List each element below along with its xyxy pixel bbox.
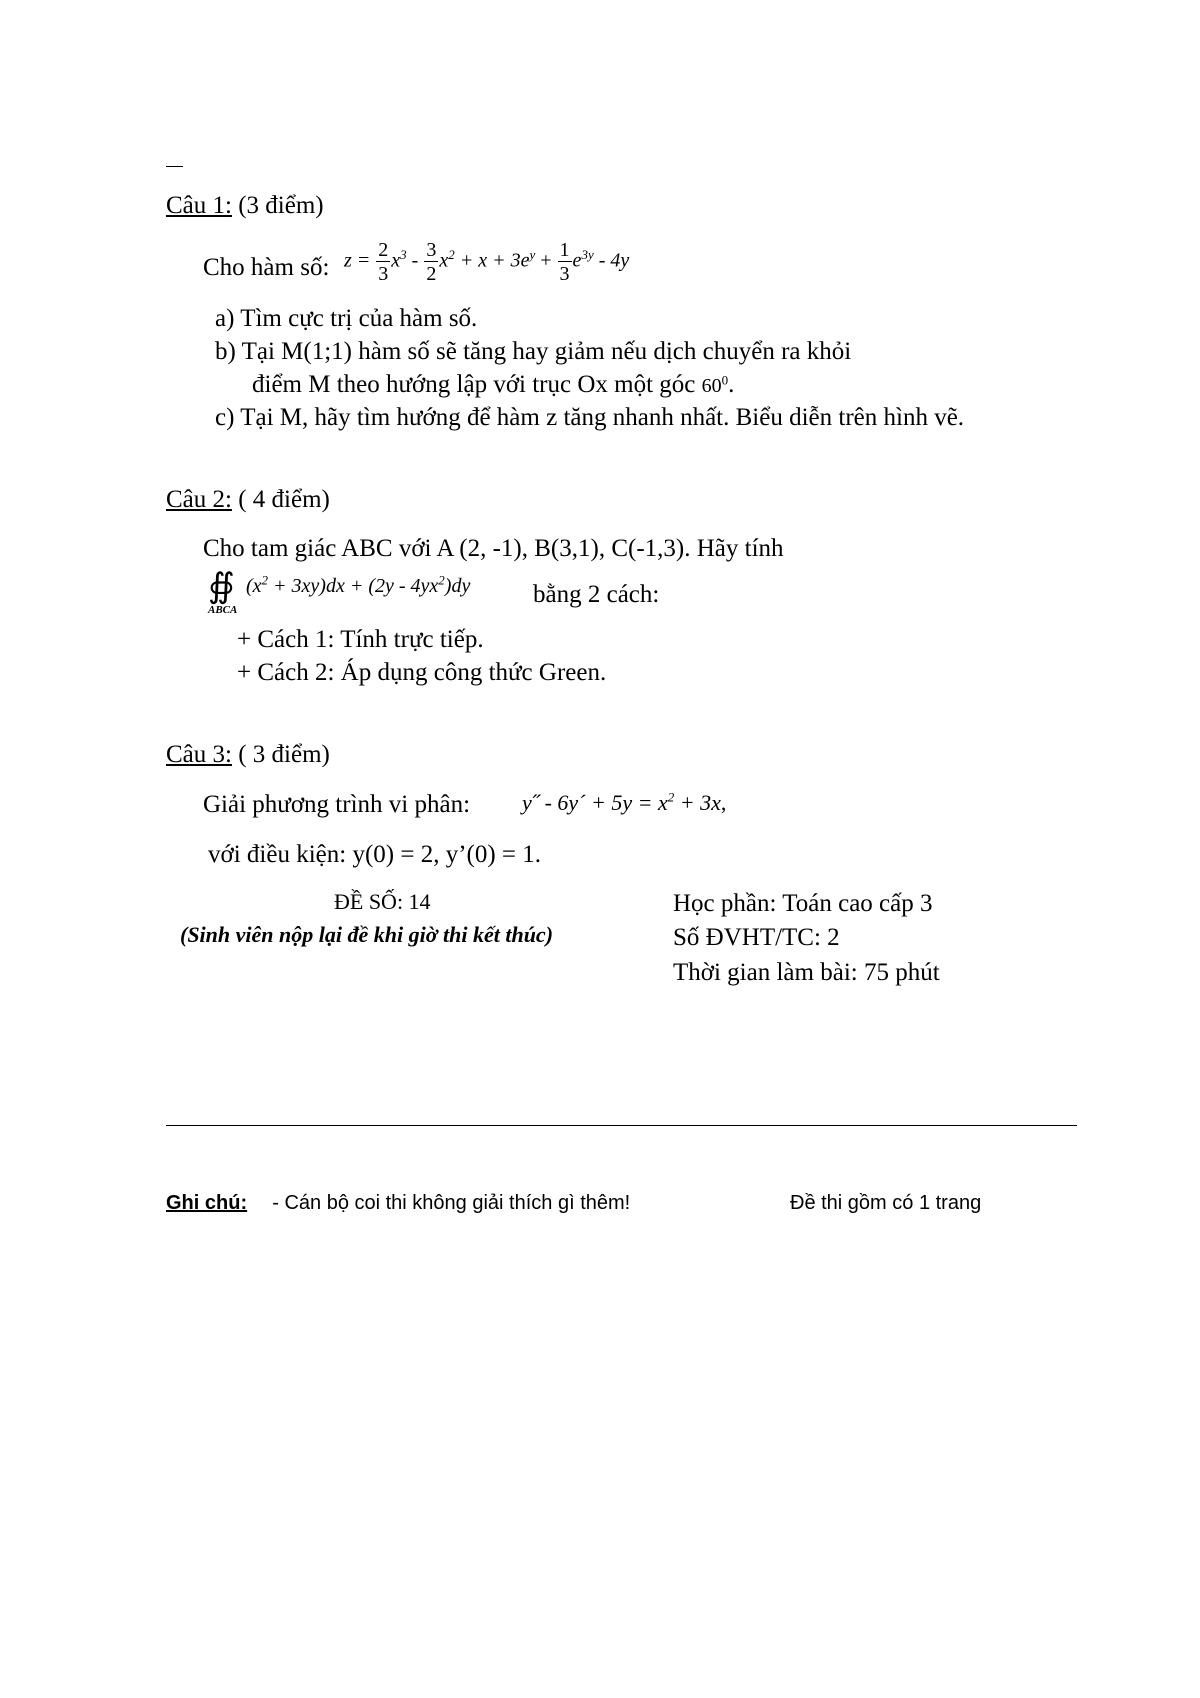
q2-method-2: + Cách 2: Áp dụng công thức Green. (237, 659, 607, 686)
q1-intro: Cho hàm số: (203, 254, 330, 281)
angle: $60^0$ (701, 372, 729, 397)
integral-path: ABCA (208, 604, 238, 616)
footer-note: - Cán bộ coi thi không giải thích gì thêm! (272, 1192, 631, 1214)
fraction-3: $\frac{1}{3}$ (559, 239, 570, 285)
q3-points: ( 3 điểm) (238, 741, 330, 768)
q1-heading (166, 193, 324, 218)
q1-part-a: a) Tìm cực trị của hàm số. (215, 305, 478, 332)
q2-points: ( 4 điểm) (238, 486, 330, 513)
q3-intro: Giải phương trình vi phân: (203, 791, 471, 818)
q1-part-b-line2: điểm M theo hướng lập với trục Ox một góc $60^0$. (252, 371, 735, 398)
footer-note-line (166, 1192, 630, 1215)
exam-duration: Thời gian làm bài: 75 phút (673, 959, 940, 986)
formula-lhs: z = (344, 249, 371, 272)
contour-integral-icon: ∯ ABCA (208, 566, 238, 616)
q2-integrand: $(x^2 + 3xy)dx + (2y - 4yx^2)dy$ (246, 572, 471, 597)
fraction-2: $\frac{3}{2}$ (426, 239, 437, 285)
q3-heading (166, 742, 330, 767)
q1-intro-line (203, 255, 329, 280)
q1-part-c: c) Tại M, hãy tìm hướng để hàm z tăng nhanh nhất. Biểu diễn trên hình vẽ. (215, 404, 965, 431)
footer-label: Ghi chú: (166, 1192, 248, 1214)
q3-conditions: với điều kiện: y(0) = 2, y’(0) = 1. (208, 841, 542, 868)
q3-title: Câu 3: (166, 741, 232, 768)
q2-method-1: + Cách 1: Tính trực tiếp. (237, 626, 484, 653)
q2-heading (166, 487, 330, 512)
course-name: Học phần: Toán cao cấp 3 (673, 890, 933, 917)
q2-intro: Cho tam giác ABC với A (2, -1), B(3,1), C(-1,3). Hãy tính (203, 535, 784, 562)
q2-title: Câu 2: (166, 486, 232, 513)
exam-code: ĐỀ SỐ: 14 (334, 889, 431, 914)
q2-suffix: bằng 2 cách: (533, 581, 660, 608)
q1-title: Câu 1: (166, 192, 232, 219)
fraction-1: $\frac{2}{3}$ (378, 239, 389, 285)
page-count: Đề thi gồm có 1 trang (790, 1192, 982, 1214)
q3-equation: y˝ - 6y´ + $5y = x^2 + 3x$, (522, 789, 727, 815)
footer-divider (166, 1125, 1077, 1126)
q1-part-b-line1: b) Tại M(1;1) hàm số sẽ tăng hay giảm nếu dịch chuyển ra khỏi (215, 338, 852, 365)
course-credits: Số ĐVHT/TC: 2 (673, 924, 840, 951)
exam-instruction: (Sinh viên nộp lại đề khi giờ thi kết thúc) (180, 922, 554, 947)
q1-points: (3 điểm) (238, 192, 324, 219)
q1-formula: z = $\frac{2}{3}$ $x^3$ - $\frac{3}{2}$ $x^2 + x + 3e^y$ + $\frac{1}{3}$ $e^{3y} - 4y$ (344, 239, 630, 285)
header-dash (166, 166, 183, 167)
